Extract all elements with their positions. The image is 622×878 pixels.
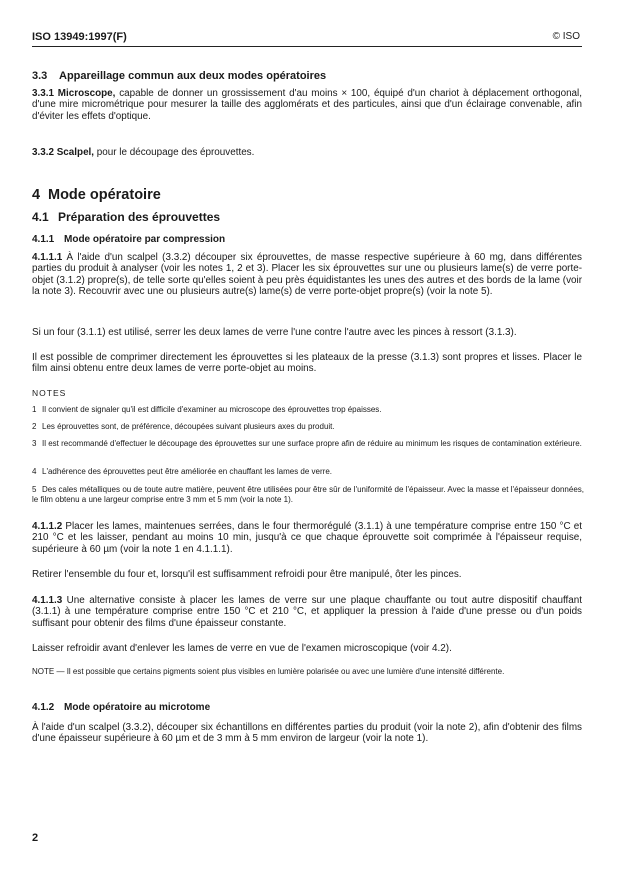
section-number: 4.1.2 <box>32 702 55 713</box>
section-title: Préparation des éprouvettes <box>58 210 221 224</box>
section-4-1-1-1 <box>32 252 582 298</box>
note-item <box>32 422 584 432</box>
section-title: Appareillage commun aux deux modes opératoires <box>59 70 327 82</box>
note-text: Il est recommandé d'effectuer le découpage des éprouvettes sur une surface propre afin de réduire au minimum les risques de contamination extérieure. <box>42 439 582 448</box>
page-number: 2 <box>32 832 39 844</box>
note-text: Il est possible que certains pigments soient plus visibles en lumière polarisée ou avec une lumière d'une intensité différente. <box>66 667 505 676</box>
clause-text: capable de donner un grossissement d'au moins × 100, équipé d'un chariot à déplacement orthogonal, d'une mire micrométrique pour mesurer la taille des agglomérats et des particules, ainsi que d'un éclairage convenable, afin d'éviter les effets d'optique. <box>32 88 582 122</box>
paragraph-press: Il est possible de comprimer directement les éprouvettes si les plateaux de la presse (3.1.3) sont propres et lisses. Placer le film ainsi obtenu entre deux lames de verre porte-objet au moins. <box>32 352 582 375</box>
section-title: Mode opératoire par compression <box>64 234 226 245</box>
note-item <box>32 439 584 449</box>
note-text: L'adhérence des éprouvettes peut être améliorée en chauffant les lames de verre. <box>42 467 333 476</box>
note-label: NOTE — <box>32 667 65 676</box>
header-rule <box>32 46 582 47</box>
section-number: 3.3 <box>32 70 48 82</box>
clause-number: 4.1.1.2 <box>32 521 63 532</box>
note-number: 4 <box>32 467 37 476</box>
section-number: 4.1.1 <box>32 234 55 245</box>
section-4-1-2-text: À l'aide d'un scalpel (3.3.2), découper six échantillons en différentes parties du produit (voir la note 2), afin d'obtenir des films d'une épaisseur supérieure à 60 µm et de 3 mm à 5 mm environ de largeur (voir la note 1). <box>32 722 582 745</box>
section-4-1-1-heading <box>32 234 225 245</box>
section-title: Mode opératoire au microtome <box>64 702 211 713</box>
note-item <box>32 467 584 477</box>
note-text: Les éprouvettes sont, de préférence, découpées suivant plusieurs axes du produit. <box>42 422 335 431</box>
paragraph-remove: Retirer l'ensemble du four et, lorsqu'il est suffisamment refroidi pour être manipulé, ôter les pinces. <box>32 569 462 580</box>
clause-term: Microscope, <box>57 88 116 99</box>
section-title: Mode opératoire <box>48 187 161 203</box>
clause-number: 3.3.2 <box>32 147 54 158</box>
note-text: Il convient de signaler qu'il est difficile d'examiner au microscope des éprouvettes trop épaisses. <box>42 405 382 414</box>
paragraph-cool: Laisser refroidir avant d'enlever les lames de verre en vue de l'examen microscopique (voir 4.2). <box>32 643 452 654</box>
clause-text: Une alternative consiste à placer les lames de verre sur une plaque chauffante ou tout autre dispositif chauffant (3.1.1) à une température comprise entre 150 °C et 210 °C, et appliquer la pression à l'aide d'une presse ou d'un poids suffisant pour obtenir des films d'une épaisseur constante. <box>32 595 582 629</box>
note-number: 5 <box>32 485 37 494</box>
section-3-3-1 <box>32 88 582 122</box>
note-polarised <box>32 667 584 677</box>
section-4-1-heading <box>32 210 220 224</box>
clause-text: pour le découpage des éprouvettes. <box>96 147 255 158</box>
section-number: 4.1 <box>32 210 49 224</box>
clause-number: 4.1.1.1 <box>32 252 63 263</box>
clause-number: 3.3.1 <box>32 88 54 99</box>
note-number: 1 <box>32 405 37 414</box>
section-4-1-1-3 <box>32 595 582 629</box>
note-number: 2 <box>32 422 37 431</box>
section-4-heading <box>32 187 161 203</box>
standard-id: ISO 13949:1997(F) <box>32 31 127 43</box>
note-item <box>32 405 584 415</box>
clause-term: Scalpel, <box>56 147 95 158</box>
clause-text: Placer les lames, maintenues serrées, dans le four thermorégulé (3.1.1) à une température comprise entre 150 °C et 210 °C et les laisser, pendant au moins 10 min, jusqu'à ce que chaque éprouvette soit comprimée à l'épaisseur requise, supérieure à 60 µm (voir la note 1 en 4.1.1.1). <box>32 521 582 555</box>
copyright: © ISO <box>552 31 580 42</box>
section-3-3-heading <box>32 70 326 82</box>
section-4-1-1-2 <box>32 521 582 555</box>
clause-text: À l'aide d'un scalpel (3.3.2) découper six éprouvettes, de masse respective supérieure à 60 mg, dans différentes parties du produit à analyser (voir les notes 1, 2 et 3). Placer les six éprouvettes sur une ou plusieurs lame(s) de verre porte-objet (3.1.2) propre(s), de telle sorte qu'elles soient à peu près équidistantes les unes des autres et des bords de la lame (voir la note 3). Recouvrir avec une ou plusieurs autre(s) lame(s) de verre porte-objet propre(s) (voir la note 5). <box>32 252 582 298</box>
notes-heading: NOTES <box>32 388 67 398</box>
paragraph-oven: Si un four (3.1.1) est utilisé, serrer les deux lames de verre l'une contre l'autre avec les pinces à ressort (3.1.3). <box>32 327 517 338</box>
section-4-1-2-heading <box>32 702 210 713</box>
clause-number: 4.1.1.3 <box>32 595 63 606</box>
note-item <box>32 485 584 505</box>
note-text: Des cales métalliques ou de toute autre matière, peuvent être utilisées pour être sûr de l'uniformité de l'épaisseur. Avec la masse et l'épaisseur données, le film obtenu a une largeur comprise entre 3 mm et 5 mm (voir la note 1). <box>32 485 584 504</box>
section-number: 4 <box>32 187 41 203</box>
note-number: 3 <box>32 439 37 448</box>
section-3-3-2 <box>32 147 582 158</box>
